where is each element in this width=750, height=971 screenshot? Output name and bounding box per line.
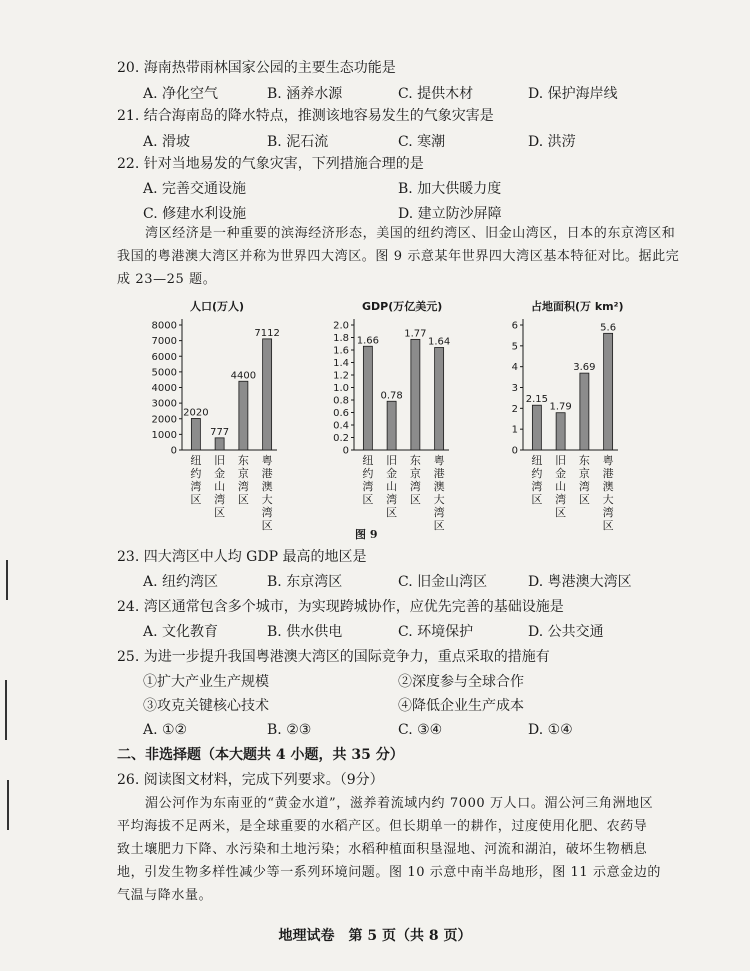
intro-line-3: 成 23—25 题。 — [117, 272, 217, 287]
q26-line-1: 湄公河作为东南亚的“黄金水道”，滋养着流域内约 7000 万人口。湄公河三角洲地区 — [145, 796, 654, 811]
section-2-heading: 二、非选择题（本大题共 4 小题，共 35 分） — [117, 747, 404, 763]
q24-option-b: B. 供水供电 — [267, 624, 343, 640]
q25-item-3: ③攻克关键核心技术 — [143, 698, 269, 714]
category-label: 粤港澳大湾区 — [433, 454, 445, 532]
y-tick-label: 1000 — [151, 429, 177, 441]
bar-3 — [411, 339, 420, 450]
intro-line-2: 我国的粤港澳大湾区并称为世界四大湾区。图 9 示意某年世界四大湾区基本特征对比。据此完 — [117, 249, 680, 264]
q23-option-a: A. 纽约湾区 — [143, 574, 219, 590]
q25-option-c: C. ③④ — [398, 722, 443, 738]
q22-option-a: A. 完善交通设施 — [143, 181, 247, 197]
bar-data-label: 5.6 — [600, 322, 617, 334]
q26-line-5: 气温与降水量。 — [117, 888, 213, 903]
y-tick-label: 1 — [511, 424, 518, 436]
bar-1 — [191, 418, 200, 450]
q22-option-c: C. 修建水利设施 — [143, 206, 247, 222]
y-tick-label: 5 — [511, 341, 518, 353]
bar-data-label: 1.66 — [356, 335, 380, 347]
category-label: 粤港澳大湾区 — [261, 454, 273, 532]
q22-option-d: D. 建立防沙屏障 — [398, 206, 502, 222]
q25-item-2: ②深度参与全球合作 — [398, 674, 524, 690]
chart-panel-3 — [512, 299, 624, 532]
y-tick-label: 3 — [511, 383, 518, 394]
q26-line-3: 致土壤肥力下降、水污染和土地污染；水稻种植面积垦湿地、河流和湖泊，破坏生物栖息 — [117, 842, 648, 857]
q26-passage — [117, 792, 661, 907]
bar-2 — [215, 438, 224, 450]
bar-1 — [363, 346, 372, 450]
y-tick-label: 0.6 — [333, 408, 349, 419]
category-label: 东京湾区 — [578, 454, 590, 506]
bar-3 — [239, 381, 248, 450]
q21-option-b: B. 泥石流 — [267, 134, 329, 150]
bar-data-label: 777 — [210, 426, 230, 438]
bar-data-label: 1.64 — [427, 336, 451, 348]
y-tick-label: 0 — [342, 445, 349, 457]
y-tick-label: 6000 — [151, 351, 177, 363]
y-tick-label: 1.2 — [333, 370, 349, 382]
y-tick-label: 3000 — [151, 398, 177, 410]
bar-2 — [387, 401, 396, 450]
intro-line-1: 湾区经济是一种重要的滨海经济形态，美国的纽约湾区、旧金山湾区，日本的东京湾区和 — [145, 226, 676, 241]
q21-option-c: C. 寒潮 — [398, 134, 446, 150]
q23-option-d: D. 粤港澳大湾区 — [528, 574, 632, 590]
bar-data-label: 2020 — [183, 407, 209, 419]
bay-area-intro — [117, 222, 679, 291]
chart-panel-2 — [333, 299, 450, 532]
y-tick-label: 1.6 — [333, 345, 349, 357]
category-label: 东京湾区 — [409, 454, 421, 506]
y-tick-label: 7000 — [151, 336, 177, 348]
y-tick-label: 8000 — [151, 320, 177, 332]
chart-title: 占地面积(万 km²) — [531, 300, 624, 313]
q25-item-1: ①扩大产业生产规模 — [143, 674, 269, 690]
q25-option-a: A. ①② — [143, 722, 188, 738]
category-label: 纽约湾区 — [190, 454, 202, 506]
category-label: 纽约湾区 — [531, 454, 543, 506]
q21-option-a: A. 滑坡 — [143, 134, 191, 150]
q25-item-4: ④降低企业生产成本 — [398, 698, 524, 714]
y-tick-label: 0 — [511, 445, 518, 457]
bar-data-label: 4400 — [230, 370, 257, 382]
y-tick-label: 0.2 — [333, 433, 349, 444]
question-23-stem: 23. 四大湾区中人均 GDP 最高的地区是 — [117, 549, 367, 565]
bar-4 — [604, 333, 613, 450]
q20-option-a: A. 净化空气 — [143, 86, 219, 102]
category-label: 旧金山湾区 — [214, 454, 226, 519]
q26-line-4: 地，引发生物多样性减少等一系列环境问题。图 10 示意中南半岛地形，图 11 示意金边的 — [117, 865, 662, 880]
q24-option-a: A. 文化教育 — [143, 624, 219, 640]
question-22-stem: 22. 针对当地易发的气象灾害，下列措施合理的是 — [117, 156, 424, 172]
q22-option-b: B. 加大供暖力度 — [398, 181, 502, 197]
category-label: 旧金山湾区 — [386, 454, 398, 519]
q23-option-c: C. 旧金山湾区 — [398, 574, 488, 590]
y-tick-label: 4 — [511, 362, 518, 374]
y-tick-label: 5000 — [151, 367, 177, 379]
figure-9-caption: 图 9 — [355, 528, 378, 541]
bar-1 — [532, 405, 541, 450]
bar-4 — [263, 339, 272, 450]
y-tick-label: 0.4 — [333, 420, 349, 432]
question-26-stem: 26. 阅读图文材料，完成下列要求。（9分） — [117, 772, 384, 788]
bar-3 — [580, 373, 589, 450]
y-tick-label: 2000 — [151, 414, 177, 426]
category-label: 粤港澳大湾区 — [602, 454, 614, 532]
q25-option-d: D. ①④ — [528, 722, 573, 738]
q20-option-b: B. 涵养水源 — [267, 86, 343, 102]
chart-title: GDP(万亿美元) — [362, 300, 443, 313]
y-tick-label: 1.4 — [333, 358, 349, 369]
scan-edge-mark — [7, 780, 9, 830]
page-footer: 地理试卷 第 5 页（共 8 页） — [278, 928, 472, 944]
q26-line-2: 平均海拔不足两米，是全球重要的水稻产区。但长期单一的耕作，过度使用化肥、农药导 — [117, 819, 648, 834]
y-tick-label: 1.0 — [333, 383, 349, 394]
y-tick-label: 4000 — [151, 383, 177, 394]
y-tick-label: 1.8 — [333, 333, 349, 344]
bar-data-label: 3.69 — [573, 362, 596, 374]
bar-2 — [556, 413, 565, 450]
y-tick-label: 2 — [511, 403, 518, 415]
question-20-stem: 20. 海南热带雨林国家公园的主要生态功能是 — [117, 60, 396, 76]
chart-panel-1 — [152, 300, 280, 532]
bar-data-label: 7112 — [254, 327, 280, 339]
category-label: 旧金山湾区 — [555, 454, 567, 519]
q23-option-b: B. 东京湾区 — [267, 574, 343, 590]
question-25-stem: 25. 为进一步提升我国粤港澳大湾区的国际竞争力，重点采取的措施有 — [117, 649, 550, 665]
y-tick-label: 2.0 — [333, 320, 349, 332]
q25-option-b: B. ②③ — [267, 722, 312, 738]
chart-title: 人口(万人) — [190, 300, 245, 313]
y-tick-label: 6 — [511, 320, 518, 332]
bar-4 — [435, 348, 444, 451]
scan-edge-mark — [6, 560, 8, 600]
category-label: 纽约湾区 — [362, 454, 374, 506]
q21-option-d: D. 洪涝 — [528, 134, 576, 150]
q20-option-d: D. 保护海岸线 — [528, 86, 618, 102]
q24-option-d: D. 公共交通 — [528, 624, 604, 640]
bar-data-label: 1.79 — [549, 401, 572, 413]
y-tick-label: 0 — [170, 445, 177, 457]
scan-edge-mark — [5, 680, 7, 740]
bar-data-label: 0.78 — [380, 390, 403, 402]
figure-9-charts — [150, 292, 640, 532]
question-21-stem: 21. 结合海南岛的降水特点，推测该地容易发生的气象灾害是 — [117, 108, 494, 124]
question-24-stem: 24. 湾区通常包含多个城市，为实现跨城协作，应优先完善的基础设施是 — [117, 599, 564, 615]
bar-data-label: 2.15 — [525, 394, 549, 406]
y-tick-label: 0.8 — [333, 395, 349, 407]
q24-option-c: C. 环境保护 — [398, 624, 474, 640]
q20-option-c: C. 提供木材 — [398, 86, 474, 102]
bar-data-label: 1.77 — [404, 328, 427, 340]
category-label: 东京湾区 — [237, 454, 249, 506]
